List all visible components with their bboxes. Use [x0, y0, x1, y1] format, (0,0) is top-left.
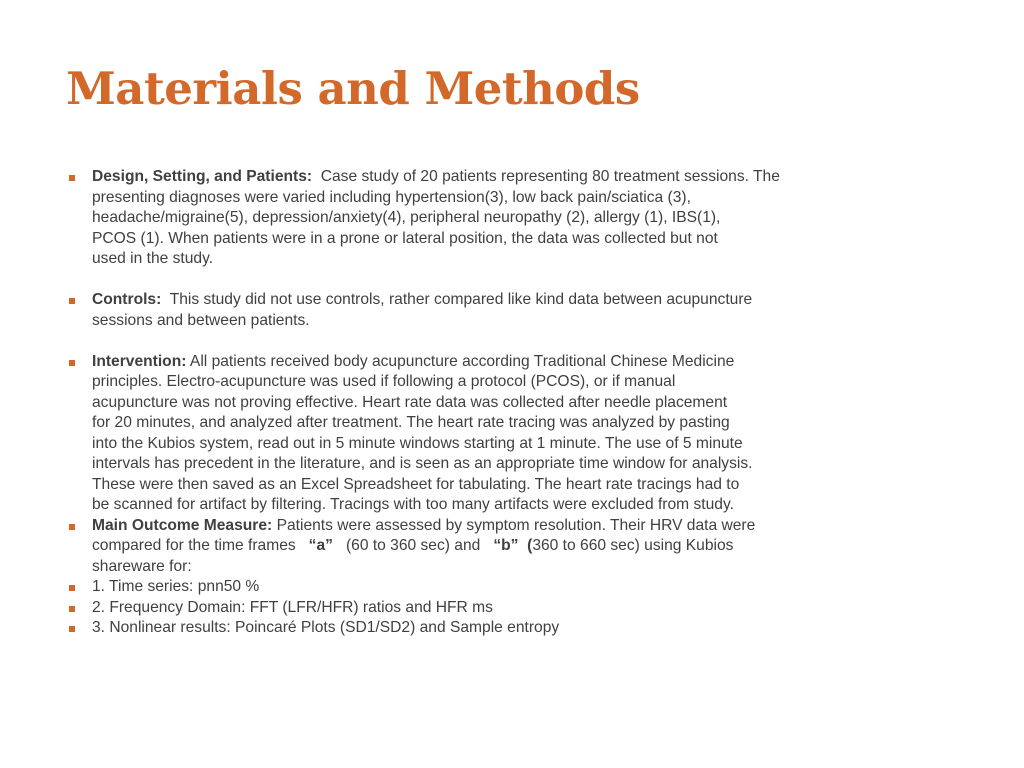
- bullet-nonlinear: [68, 618, 898, 639]
- intervention-line-1: [92, 352, 898, 373]
- design-label: Design, Setting, and Patients:: [92, 168, 313, 185]
- bullet-outcome: [68, 516, 898, 578]
- slide-title: Materials and Methods: [66, 62, 640, 115]
- bullet-list: [68, 167, 898, 639]
- square-bullet-icon: [69, 360, 75, 366]
- open-paren: (: [527, 537, 533, 554]
- bullet-frequency-domain: [68, 598, 898, 619]
- outcome-text-2a: compared for the time frames: [92, 537, 296, 554]
- slide-body: [68, 167, 898, 639]
- square-bullet-icon: [69, 298, 75, 304]
- design-line-1: [92, 167, 898, 188]
- square-bullet-icon: [69, 524, 75, 530]
- bullet-design: [68, 167, 898, 270]
- square-bullet-icon: [69, 175, 75, 181]
- outcome-line-1: [92, 516, 898, 537]
- nonlinear-text: 3. Nonlinear results: Poincaré Plots (SD1/SD2) and Sample entropy: [92, 619, 560, 636]
- square-bullet-icon: [69, 585, 75, 591]
- intervention-line-6: intervals has precedent in the literature, and is seen as an appropriate time window for analysis.: [92, 455, 753, 472]
- intervention-line-8: be scanned for artifact by filtering. Tracings with too many artifacts were excluded from study.: [92, 496, 734, 513]
- intervention-label: Intervention:: [92, 352, 187, 370]
- intervention-line-5: into the Kubios system, read out in 5 minute windows starting at 1 minute. The use of 5 minute: [92, 434, 743, 452]
- square-bullet-icon: [69, 606, 75, 612]
- intervention-line-7: These were then saved as an Excel Spreadsheet for tabulating. The heart rate tracings had to: [92, 475, 740, 493]
- outcome-line-3: shareware for:: [92, 557, 192, 575]
- quote-a: “a”: [308, 537, 333, 554]
- outcome-text-1: Patients were assessed by symptom resolution. Their HRV data were: [276, 516, 756, 534]
- square-bullet-icon: [69, 626, 75, 632]
- controls-text-1: This study did not use controls, rather compared like kind data between acupuncture: [169, 291, 753, 308]
- outcome-text-2c: 360 to 660 sec) using Kubios: [532, 537, 734, 554]
- outcome-label: Main Outcome Measure:: [92, 516, 273, 534]
- bullet-controls: [68, 290, 898, 331]
- time-series-text: 1. Time series: pnn50 %: [92, 578, 260, 595]
- controls-label: Controls:: [92, 291, 162, 308]
- intervention-line-4: for 20 minutes, and analyzed after treatment. The heart rate tracing was analyzed by pasting: [92, 414, 730, 431]
- quote-b: “b”: [493, 537, 519, 554]
- frequency-domain-text: 2. Frequency Domain: FFT (LFR/HFR) ratios and HFR ms: [92, 598, 493, 616]
- design-line-4: PCOS (1). When patients were in a prone or lateral position, the data was collected but not: [92, 229, 718, 247]
- controls-line-1: [92, 290, 898, 311]
- outcome-text-2b: (60 to 360 sec) and: [345, 537, 481, 554]
- design-line-5: used in the study.: [92, 250, 214, 267]
- controls-line-2: sessions and between patients.: [92, 311, 310, 329]
- intervention-line-3: acupuncture was not proving effective. Heart rate data was collected after needle placement: [92, 393, 728, 411]
- design-text-1: Case study of 20 patients representing 80 treatment sessions. The: [320, 168, 780, 185]
- design-line-3: headache/migraine(5), depression/anxiety(4), peripheral neuropathy (2), allergy (1), IBS(1),: [92, 209, 721, 226]
- outcome-line-2: [92, 536, 898, 557]
- intervention-line-2: principles. Electro-acupuncture was used if following a protocol (PCOS), or if manual: [92, 373, 676, 390]
- bullet-intervention: [68, 352, 898, 516]
- bullet-time-series: [68, 577, 898, 598]
- intervention-text-1: All patients received body acupuncture according Traditional Chinese Medicine: [189, 352, 735, 370]
- design-line-2: presenting diagnoses were varied including hypertension(3), low back pain/sciatica (3),: [92, 188, 691, 206]
